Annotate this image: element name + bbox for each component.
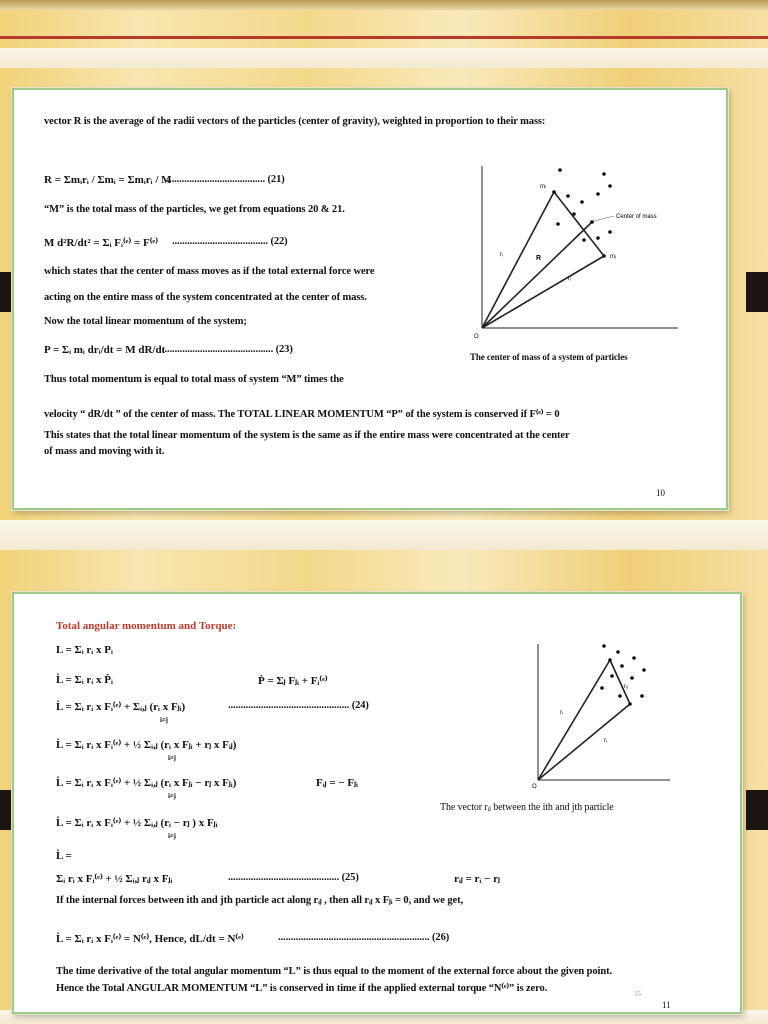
- page-number: 10: [656, 488, 665, 498]
- final-line-1: The time derivative of the total angular momentum “L” is thus equal to the moment of the external force about the given point.: [56, 966, 613, 977]
- upper-margin: [0, 48, 768, 68]
- intro-text: vector R is the average of the radii vectors of the particles (center of gravity), weighted in proportion to their mass:: [44, 116, 546, 127]
- equation-24-number: ................................................ (24): [228, 700, 369, 711]
- label-rij: rᵢⱼ: [624, 684, 628, 690]
- page-number: 11: [662, 1000, 671, 1010]
- label-rj: rⱼ: [568, 276, 572, 282]
- rij-vector-figure: [524, 638, 674, 788]
- equation-25-number: ............................................ (25): [228, 872, 359, 883]
- states-line-2: acting on the entire mass of the system concentrated at the center of mass.: [44, 292, 367, 303]
- figure-caption: The center of mass of a system of particles: [470, 352, 628, 362]
- conclusion-line-1: This states that the total linear momentum of the system is the same as if the entire mass were concentrated at the center: [44, 430, 570, 441]
- velocity-text: velocity “ dR/dt ” of the center of mass. The TOTAL LINEAR MOMENTUM “P” of the system is conserved if F⁽ᵉ⁾ = 0: [44, 409, 560, 420]
- subscript-i-ne-j: i≠j: [168, 792, 176, 800]
- page-11: [12, 592, 742, 1014]
- final-line-2: Hence the Total ANGULAR MOMENTUM “L” is conserved in time if the applied external torque “N⁽ᵉ⁾” is zero.: [56, 983, 548, 994]
- l-dot-line-6: L̇ =: [56, 850, 72, 862]
- equation-25: Σᵢ rᵢ x Fᵢ⁽ᵉ⁾ + ½ Σᵢ,ⱼ rᵢⱼ x Fⱼᵢ: [56, 873, 173, 885]
- internal-forces-text: If the internal forces between ith and jth particle act along rᵢⱼ , then all rᵢⱼ x Fⱼᵢ = 0, and we get,: [56, 895, 463, 906]
- label-origin: O: [474, 334, 479, 340]
- label-mi: mᵢ: [540, 184, 546, 190]
- equation-22-number: ...................................... (22): [172, 236, 288, 247]
- right-binder-tab: [746, 272, 768, 312]
- l-dot-line-3: L̇ = Σᵢ rᵢ x Fᵢ⁽ᵉ⁾ + ½ Σᵢ,ⱼ (rᵢ x Fⱼᵢ + rⱼ x Fᵢⱼ): [56, 739, 237, 751]
- page-10: [12, 88, 728, 510]
- red-rule: [0, 36, 768, 39]
- label-rj: rⱼ: [604, 738, 608, 744]
- angular-momentum-def: L = Σᵢ rᵢ x Pᵢ: [56, 644, 113, 656]
- mass-definition: “M” is the total mass of the particles, we get from equations 20 & 21.: [44, 204, 345, 215]
- l-dot-line-2: L̇ = Σᵢ rᵢ x Fᵢ⁽ᵉ⁾ + Σᵢ,ⱼ (rᵢ x Fⱼᵢ): [56, 701, 186, 713]
- subscript-i-ne-j: i≠j: [168, 832, 176, 840]
- p-dot-line: Ṗ = Σⱼ Fⱼᵢ + Fᵢ⁽ᵉ⁾: [258, 675, 328, 687]
- label-ri: rᵢ: [500, 252, 503, 258]
- equation-21-number: ........................................ (21): [164, 174, 285, 185]
- equation-23-number: ............................................ (23): [162, 344, 293, 355]
- figure-caption: The vector rᵢⱼ between the ith and jth particle: [440, 802, 614, 813]
- force-relation: Fᵢⱼ = − Fⱼᵢ: [316, 777, 358, 789]
- subscript-i-ne-j: i≠j: [168, 754, 176, 762]
- equation-26: L̇ = Σᵢ rᵢ x Fᵢ⁽ᵉ⁾ = N⁽ᵉ⁾, Hence, dL/dt = N⁽ᵉ⁾: [56, 933, 244, 945]
- section-heading: Total angular momentum and Torque:: [56, 620, 237, 632]
- label-ri: rᵢ: [560, 710, 563, 716]
- equation-21: R = Σmᵢrᵢ / Σmᵢ = Σmᵢrᵢ / M: [44, 174, 172, 186]
- thus-text: Thus total momentum is equal to total mass of system “M” times the: [44, 374, 344, 385]
- l-dot-line-1: L̇ = Σᵢ rᵢ x Ṗᵢ: [56, 674, 113, 686]
- corner-mark: 15: [634, 990, 641, 998]
- equation-26-number: ............................................................ (26): [278, 932, 450, 943]
- momentum-intro: Now the total linear momentum of the system;: [44, 316, 247, 327]
- center-of-mass-figure: [464, 156, 684, 346]
- label-origin: O: [532, 784, 537, 788]
- right-binder-tab: [746, 790, 768, 830]
- l-dot-line-4: L̇ = Σᵢ rᵢ x Fᵢ⁽ᵉ⁾ + ½ Σᵢ,ⱼ (rᵢ x Fⱼᵢ − rⱼ x Fⱼᵢ): [56, 777, 237, 789]
- label-center-of-mass: Center of mass: [616, 214, 657, 220]
- equation-23: P = Σᵢ mᵢ drᵢ/dt = M dR/dt: [44, 344, 166, 356]
- label-R: R: [536, 255, 542, 262]
- equation-22: M d²R/dt² = Σᵢ Fᵢ⁽ᵉ⁾ = F⁽ᵉ⁾: [44, 237, 158, 249]
- top-edge: [0, 0, 768, 10]
- subscript-i-ne-j: i≠j: [160, 716, 168, 724]
- conclusion-line-2: of mass and moving with it.: [44, 446, 165, 457]
- label-mj: mⱼ: [610, 254, 617, 260]
- middle-margin: [0, 520, 768, 550]
- l-dot-line-5: L̇ = Σᵢ rᵢ x Fᵢ⁽ᵉ⁾ + ½ Σᵢ,ⱼ (rᵢ − rⱼ ) x Fⱼᵢ: [56, 817, 218, 829]
- states-line-1: which states that the center of mass moves as if the total external force were: [44, 266, 375, 277]
- rij-relation: rᵢⱼ = rᵢ − rⱼ: [454, 873, 500, 885]
